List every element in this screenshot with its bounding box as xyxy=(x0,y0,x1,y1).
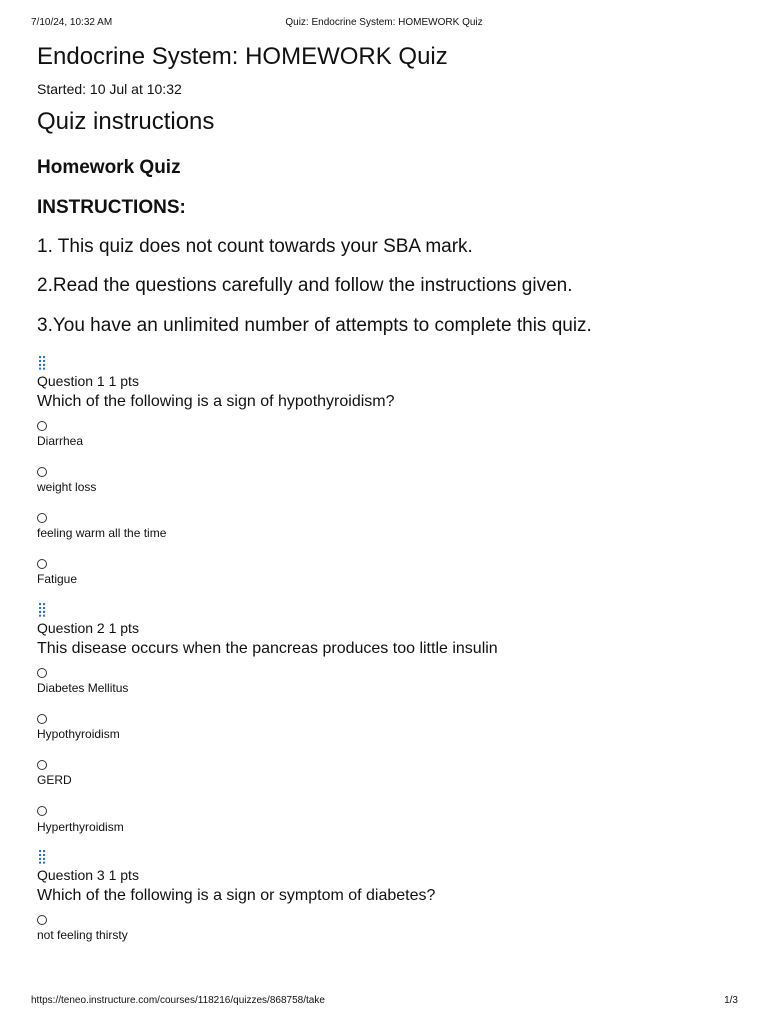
homework-quiz-heading: Homework Quiz xyxy=(37,157,181,178)
answer-label[interactable]: Hyperthyroidism xyxy=(37,820,124,834)
radio-icon[interactable] xyxy=(37,513,47,523)
question-text: Which of the following is a sign or symptom of diabetes? xyxy=(37,887,436,904)
answer-label[interactable]: GERD xyxy=(37,773,72,787)
question-header: Question 1 1 pts xyxy=(37,373,139,389)
radio-icon[interactable] xyxy=(37,668,47,678)
answer-label[interactable]: Fatigue xyxy=(37,572,78,586)
instruction-item: 1. This quiz does not count towards your SBA mark. xyxy=(37,236,473,257)
instruction-item: 3.You have an unlimited number of attempts to complete this quiz. xyxy=(37,315,592,336)
question-text: Which of the following is a sign of hypothyroidism? xyxy=(37,393,395,410)
instruction-item: 2.Read the questions carefully and follow the instructions given. xyxy=(37,275,573,296)
print-url: https://teneo.instructure.com/courses/118216/quizzes/868758/take xyxy=(31,995,325,1006)
answer-label[interactable]: Hypothyroidism xyxy=(37,727,120,741)
print-page-number: 1/3 xyxy=(724,995,738,1006)
drag-handle-icon[interactable]: ⣿ xyxy=(37,848,48,864)
instructions-label: INSTRUCTIONS: xyxy=(37,197,186,218)
radio-icon[interactable] xyxy=(37,806,47,816)
radio-icon[interactable] xyxy=(37,467,47,477)
question-header: Question 3 1 pts xyxy=(37,867,139,883)
drag-handle-icon[interactable]: ⣿ xyxy=(37,601,48,617)
quiz-title: Endocrine System: HOMEWORK Quiz xyxy=(37,43,448,70)
answer-label[interactable]: weight loss xyxy=(37,480,97,494)
quiz-instructions-heading: Quiz instructions xyxy=(37,108,215,135)
radio-icon[interactable] xyxy=(37,915,47,925)
answer-label[interactable]: Diabetes Mellitus xyxy=(37,681,129,695)
answer-label[interactable]: feeling warm all the time xyxy=(37,526,167,540)
radio-icon[interactable] xyxy=(37,421,47,431)
quiz-started-time: Started: 10 Jul at 10:32 xyxy=(37,81,182,97)
question-text: This disease occurs when the pancreas produces too little insulin xyxy=(37,640,498,657)
question-header: Question 2 1 pts xyxy=(37,620,139,636)
answer-label[interactable]: Diarrhea xyxy=(37,434,84,448)
radio-icon[interactable] xyxy=(37,559,47,569)
radio-icon[interactable] xyxy=(37,714,47,724)
answer-label[interactable]: not feeling thirsty xyxy=(37,928,128,942)
print-page-title: Quiz: Endocrine System: HOMEWORK Quiz xyxy=(285,17,483,28)
drag-handle-icon[interactable]: ⣿ xyxy=(37,354,48,370)
radio-icon[interactable] xyxy=(37,760,47,770)
print-datetime: 7/10/24, 10:32 AM xyxy=(31,17,113,28)
